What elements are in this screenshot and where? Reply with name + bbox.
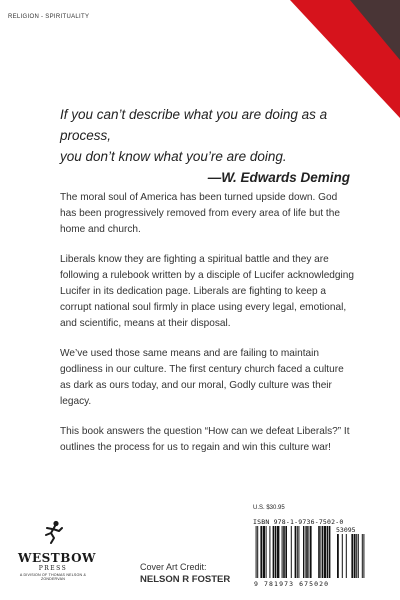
credit-name: NELSON R FOSTER [140,574,231,585]
barcode-digits: 9 781973 675020 [254,580,330,588]
barcode-addon-number: 53095 [336,526,356,534]
blurb-paragraph-4: This book answers the question “How can we defeat Liberals?” It outlines the process for us to regain and win this culture war! [60,426,350,453]
publisher-tagline: A DIVISION OF THOMAS NELSON & ZONDERVAN [19,573,87,581]
price-label: U.S. $30.95 [253,505,285,511]
isbn-label: ISBN 978-1-9736-7502-0 [253,518,344,526]
credit-label: Cover Art Credit: [140,562,207,572]
blurb [60,190,355,470]
cover-art-credit [140,562,230,585]
quote-author: —W. Edwards Deming [207,170,350,185]
blurb-paragraph-3: We’ve used those same means and are failing to maintain godliness in our culture. The first century church faced a culture as dark as ours today, and our moral, Godly culture was their legacy. [60,348,344,407]
quote-line-2: you don’t know what you’re are doing. [60,149,287,164]
blurb-paragraph-2: Liberals know they are fighting a spiritual battle and they are following a rulebook written by a disciple of Lucifer acknowledging Lucifer in its dedication page. Liberals are fighting to keep a corrupt national soul firmly in place using every legal, emotional, and scientific, means at their disposal. [60,254,355,329]
quote-line-1: If you can’t describe what you are doing as a process, [60,107,328,143]
isbn-barcode [253,526,367,578]
publisher-press: PRESS [38,565,68,572]
blurb-paragraph-1: The moral soul of America has been turned upside down. God has been progressively removed from every area of life but the home and church. [60,192,340,235]
category-label: RELIGION - SPIRITUALITY [8,14,90,20]
epigraph-quote [60,104,360,188]
publisher-logo [18,520,97,581]
publisher-brand: WESTBOW [18,551,97,565]
runner-figure-icon [42,520,64,544]
